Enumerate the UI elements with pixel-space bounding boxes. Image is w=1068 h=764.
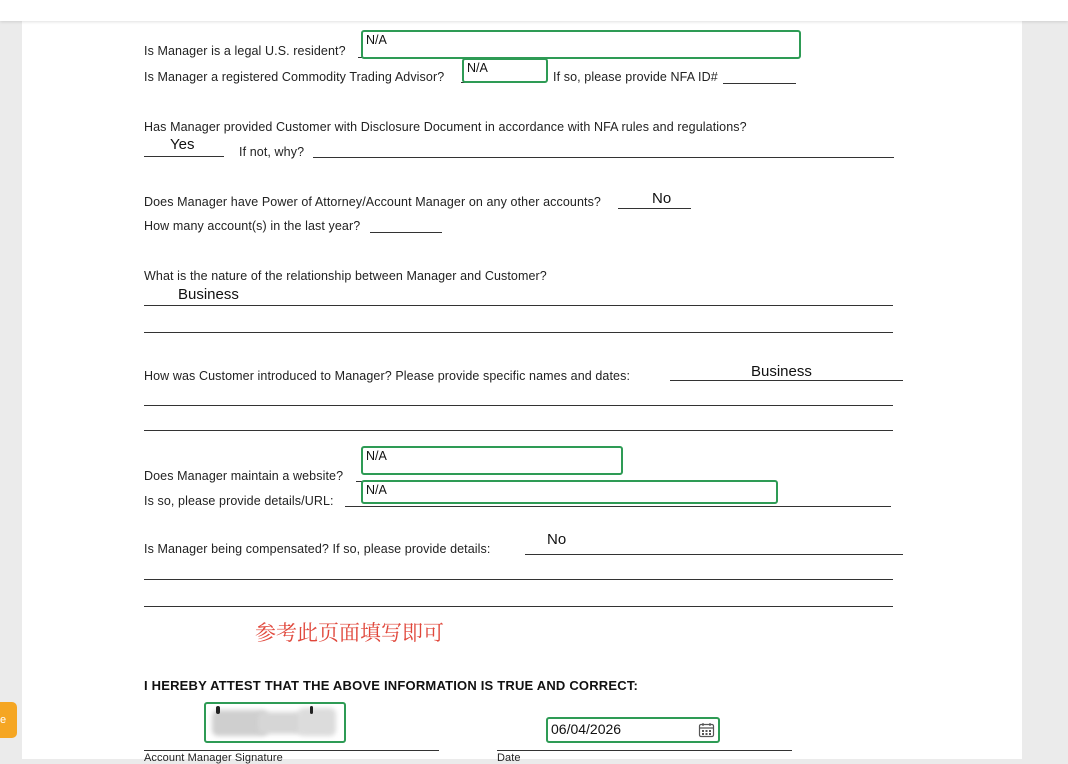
compensated-label: Is Manager being compensated? If so, please provide details: [144, 542, 491, 556]
compensated-answer[interactable]: No [547, 531, 567, 548]
side-tab-label: e [0, 714, 7, 726]
poa-answer[interactable]: No [652, 190, 672, 207]
date-value: 06/04/2026 [551, 721, 622, 737]
relationship-line-2 [144, 332, 893, 333]
disclosure-answer[interactable]: Yes [170, 136, 195, 153]
relationship-line-1 [144, 305, 893, 306]
relationship-answer[interactable]: Business [178, 286, 239, 303]
relationship-label: What is the nature of the relationship between Manager and Customer? [144, 269, 547, 283]
introduced-line [670, 380, 903, 381]
compensated-line-2 [144, 579, 893, 580]
date-field[interactable] [546, 717, 720, 743]
website-details-field[interactable]: N/A [361, 480, 778, 504]
poa-line [618, 208, 691, 209]
side-feedback-tab[interactable] [0, 702, 17, 738]
website-label: Does Manager maintain a website? [144, 469, 344, 483]
signature-stroke [216, 706, 220, 714]
nfa-id-line[interactable] [723, 83, 796, 84]
signature-field[interactable] [204, 702, 346, 743]
introduced-line-3 [144, 430, 893, 431]
top-toolbar [0, 0, 1068, 21]
signature-line [144, 750, 439, 751]
compensated-line [525, 554, 903, 555]
account-count-line[interactable] [370, 232, 442, 233]
signature-label: Account Manager Signature [144, 752, 283, 764]
website-details-label: Is so, please provide details/URL: [144, 494, 334, 508]
date-label: Date [497, 752, 521, 764]
cta-field[interactable]: N/A [462, 58, 548, 83]
legal-resident-field[interactable]: N/A [361, 30, 801, 59]
disclosure-label: Has Manager provided Customer with Disclosure Document in accordance with NFA rules and regulations? [144, 120, 747, 134]
calendar-icon[interactable] [698, 722, 715, 738]
website-field[interactable]: N/A [361, 446, 623, 475]
poa-label: Does Manager have Power of Attorney/Account Manager on any other accounts? [144, 195, 601, 209]
cta-label: Is Manager a registered Commodity Trading Advisor? [144, 70, 445, 84]
introduced-answer[interactable]: Business [751, 363, 812, 380]
why-label: If not, why? [239, 145, 305, 159]
nfa-id-label: If so, please provide NFA ID# [553, 70, 718, 84]
compensated-line-3 [144, 606, 893, 607]
annotation-note: 参考此页面填写即可 [255, 621, 444, 645]
date-line [497, 750, 792, 751]
disclosure-line [144, 156, 224, 157]
website-details-line [345, 506, 891, 507]
signature-stroke [310, 706, 313, 714]
signature-blur [298, 708, 336, 736]
introduced-line-2 [144, 405, 893, 406]
why-line[interactable] [313, 157, 894, 158]
attest-heading: I HEREBY ATTEST THAT THE ABOVE INFORMATION IS TRUE AND CORRECT: [144, 678, 639, 693]
account-count-label: How many account(s) in the last year? [144, 219, 361, 233]
legal-resident-label: Is Manager is a legal U.S. resident? [144, 44, 346, 58]
introduced-label: How was Customer introduced to Manager? Please provide specific names and dates: [144, 369, 631, 383]
